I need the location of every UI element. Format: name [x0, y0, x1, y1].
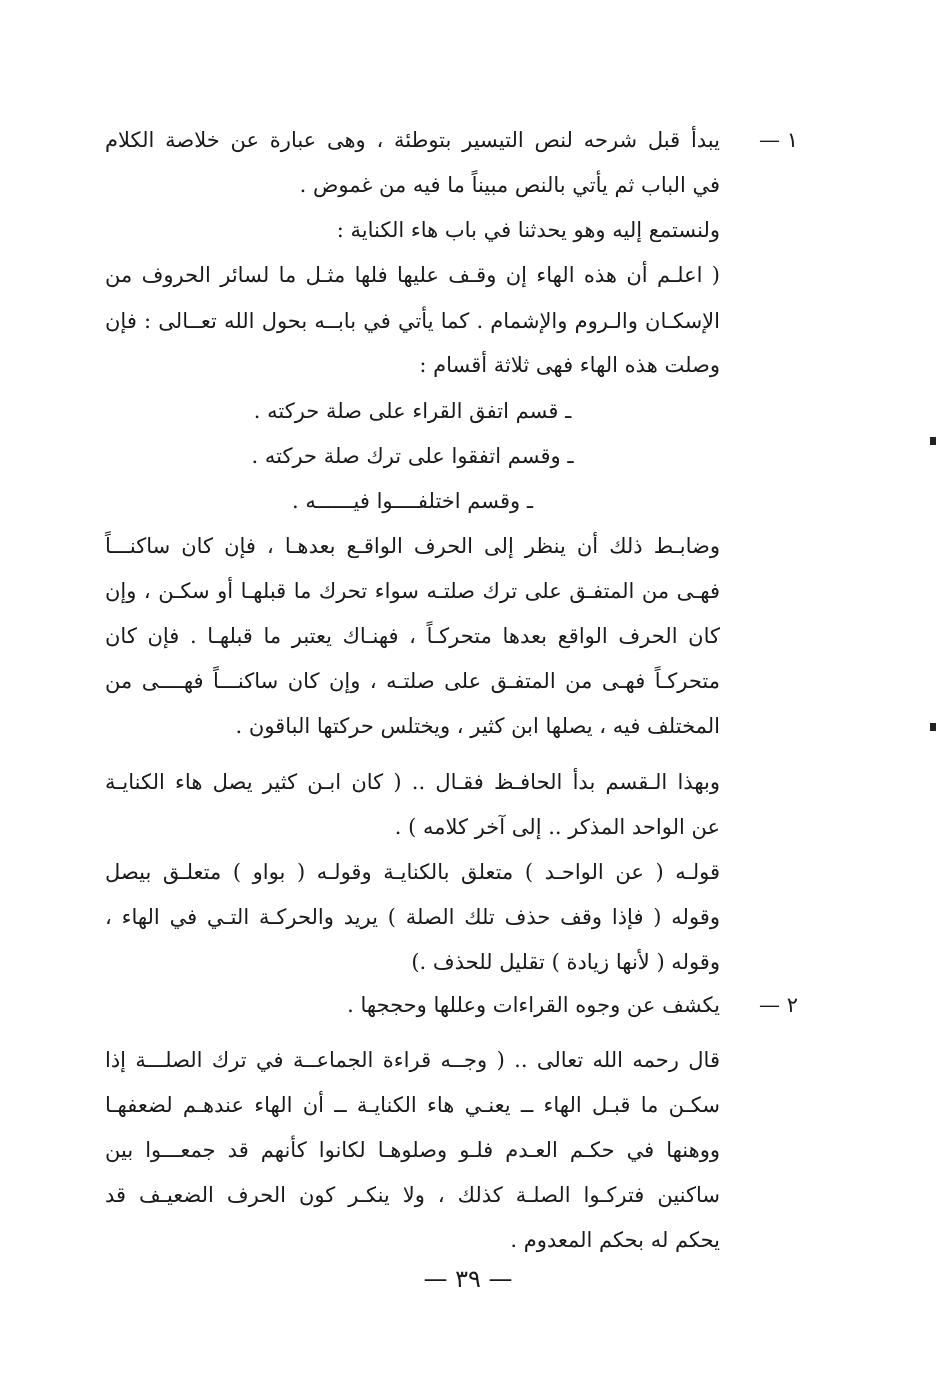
commentary-line: وقوله ( لأنها زيادة ) تقليل للحذف .) [411, 950, 720, 974]
commentary-line: قولـه ( عن الواحـد ) متعلق بالكنايـة وقولـه ( بواو ) متعلـق بيصل [105, 860, 720, 884]
explanation-line: سكـن ما قبـل الهاء ــ يعنـي هاء الكنايـة ــ أن الهاء عندهـم لضعفهـا [105, 1093, 720, 1117]
quote-line: وصلت هذه الهاء فهى ثلاثة أقسام : [419, 353, 720, 377]
scan-mark [930, 437, 936, 445]
section-item: ـ وقسم اتفقوا على ترك صلة حركته . [251, 444, 574, 468]
rule-line: المختلف فيه ، يصلها ابن كثير ، ويختلس حركتها الباقون . [235, 714, 720, 738]
scan-mark [930, 723, 936, 731]
quote-line: ( اعلـم أن هذه الهاء إن وقـف عليها فلها مثـل ما لسائر الحروف من [105, 263, 720, 287]
list-number-2: ٢ — [759, 993, 798, 1017]
list-number-1: ١ — [759, 128, 798, 152]
rule-line: فهـى من المتفـق على ترك صلتـه سواء تحرك ما قبلهـا أو سكـن ، وإن [105, 579, 720, 603]
rule-line: متحركـاً فهـى من المتفـق على صلتـه ، وإن كان ساكنـــاً فهــــى من [105, 669, 720, 693]
rule-line: كان الحرف الواقع بعدها متحركـاً ، فهنـاك يعتبر ما قبلهـا . فإن كان [105, 624, 720, 648]
intro-line: ولنستمع إليه وهو يحدثنا في باب هاء الكناية : [336, 218, 720, 242]
text-line: يبدأ قبل شرحه لنص التيسير بتوطئة ، وهى عبارة عن خلاصة الكلام [105, 128, 720, 152]
text-line: في الباب ثم يأتي بالنص مبيناً ما فيه من غموض . [299, 173, 720, 197]
section-item: ـ قسم اتفق القراء على صلة حركته . [253, 399, 572, 423]
explanation-line: قال رحمه الله تعالى .. ( وجــه قراءة الجماعــة في ترك الصلـــة إذا [105, 1048, 720, 1072]
commentary-line: وقوله ( فإذا وقف حذف تلك الصلة ) يريد والحركـة التـي في الهاء ، [105, 905, 720, 929]
rule-line: وضابـط ذلك أن ينظر إلى الحرف الواقـع بعدهـا ، فإن كان ساكنـــاً [105, 534, 720, 558]
start-line: وبهذا الـقسم بدأ الحافـظ فقـال .. ( كان ابـن كثير يصل هاء الكنايـة [105, 770, 720, 794]
section-item: ـ وقسم اختلفــــوا فيــــــه . [292, 489, 533, 513]
page-number: — ٣٩ — [423, 1265, 513, 1293]
text-line: يكشف عن وجوه القراءات وعللها وحججها . [347, 993, 720, 1017]
explanation-line: ساكنين فتركـوا الصلـة كذلك ، ولا ينكـر كون الحرف الضعيـف قد [105, 1183, 720, 1207]
start-line: عن الواحد المذكر .. إلى آخر كلامه ) . [394, 815, 720, 839]
explanation-line: يحكم له بحكم المعدوم . [510, 1228, 720, 1252]
explanation-line: ووهنها في حكـم العـدم فلـو وصلوهـا لكانوا كأنهم قد جمعـــوا بين [105, 1138, 720, 1162]
quote-line: الإسكـان والـروم والإشمام . كما يأتي في بابــه بحول الله تعــالى : فإن [105, 309, 720, 333]
